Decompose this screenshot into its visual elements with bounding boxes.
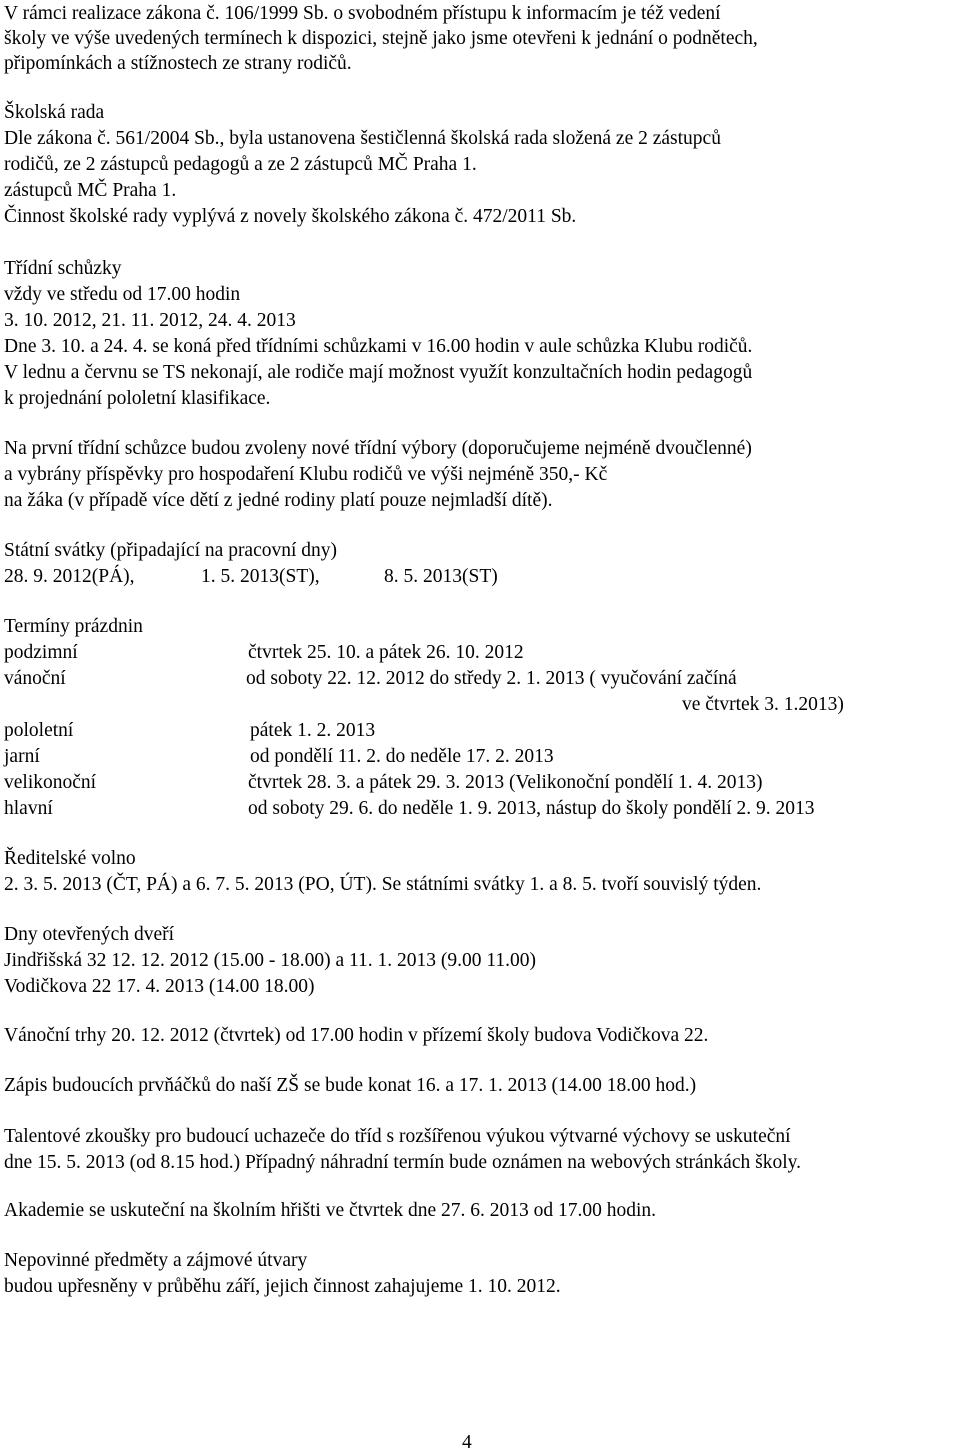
- nepovinne-predmety-line: budou upřesněny v průběhu září, jejich činnost zahajujeme 1. 10. 2012.: [4, 1276, 561, 1297]
- vybory-line-3: na žáka (v případě více dětí z jedné rodiny platí pouze nejmladší dítě).: [4, 490, 553, 511]
- page-number: 4: [462, 1432, 472, 1453]
- skolska-rada-line-3: zástupců MČ Praha 1.: [4, 180, 177, 201]
- vanocni-trhy-line: Vánoční trhy 20. 12. 2012 (čtvrtek) od 17.00 hodin v přízemí školy budova Vodičkova 22.: [4, 1025, 709, 1046]
- prazdniny-dates-pololetni: pátek 1. 2. 2013: [250, 720, 376, 741]
- skolska-rada-heading: Školská rada: [4, 102, 105, 123]
- prazdniny-dates-velikonocni: čtvrtek 28. 3. a pátek 29. 3. 2013 (Velikonoční pondělí 1. 4. 2013): [248, 772, 763, 793]
- prazdniny-dates-hlavni: od soboty 29. 6. do neděle 1. 9. 2013, nástup do školy pondělí 2. 9. 2013: [248, 798, 815, 819]
- intro-line-1: V rámci realizace zákona č. 106/1999 Sb. o svobodném přístupu k informacím je též vedení: [4, 3, 721, 24]
- svatky-heading: Státní svátky (připadající na pracovní dny): [4, 540, 338, 561]
- reditelske-volno-line: 2. 3. 5. 2013 (ČT, PÁ) a 6. 7. 5. 2013 (PO, ÚT). Se státními svátky 1. a 8. 5. tvoří souvislý týden.: [4, 874, 762, 895]
- talentove-zkousky-line-2: dne 15. 5. 2013 (od 8.15 hod.) Případný náhradní termín bude oznámen na webových stránkách školy.: [4, 1152, 801, 1173]
- reditelske-volno-heading: Ředitelské volno: [4, 848, 136, 869]
- svatky-date-1: 28. 9. 2012(PÁ),: [4, 566, 135, 587]
- dny-otevrenych-dveri-line-1: Jindřišská 32 12. 12. 2012 (15.00 - 18.00) a 11. 1. 2013 (9.00 11.00): [4, 950, 537, 971]
- tridni-schuzky-heading: Třídní schůzky: [4, 258, 122, 279]
- skolska-rada-line-2: rodičů, ze 2 zástupců pedagogů a ze 2 zástupců MČ Praha 1.: [4, 154, 477, 175]
- talentove-zkousky-line-1: Talentové zkoušky pro budoucí uchazeče do tříd s rozšířenou výukou výtvarné výchovy se uskuteční: [4, 1126, 791, 1147]
- prazdniny-dates-vanocni-cont: ve čtvrtek 3. 1.2013): [682, 694, 844, 715]
- nepovinne-predmety-heading: Nepovinné předměty a zájmové útvary: [4, 1250, 308, 1271]
- prazdniny-name-hlavni: hlavní: [4, 798, 53, 819]
- intro-line-3: připomínkách a stížnostech ze strany rodičů.: [4, 53, 352, 74]
- prazdniny-heading: Termíny prázdnin: [4, 616, 143, 637]
- tridni-schuzky-line-3: Dne 3. 10. a 24. 4. se koná před třídními schůzkami v 16.00 hodin v aule schůzka Klubu rodičů.: [4, 336, 753, 357]
- prazdniny-name-velikonocni: velikonoční: [4, 772, 97, 793]
- prazdniny-name-jarni: jarní: [4, 746, 40, 767]
- tridni-schuzky-line-4: V lednu a červnu se TS nekonají, ale rodiče mají možnost využít konzultačních hodin pedagogů: [4, 362, 753, 383]
- zapis-line: Zápis budoucích prvňáčků do naší ZŠ se bude konat 16. a 17. 1. 2013 (14.00 18.00 hod.): [4, 1075, 697, 1096]
- svatky-date-2: 1. 5. 2013(ST),: [201, 566, 320, 587]
- tridni-schuzky-line-2: 3. 10. 2012, 21. 11. 2012, 24. 4. 2013: [4, 310, 296, 331]
- dny-otevrenych-dveri-line-2: Vodičkova 22 17. 4. 2013 (14.00 18.00): [4, 976, 315, 997]
- prazdniny-dates-vanocni: od soboty 22. 12. 2012 do středy 2. 1. 2013 ( vyučování začíná: [246, 668, 737, 689]
- prazdniny-dates-podzimni: čtvrtek 25. 10. a pátek 26. 10. 2012: [248, 642, 524, 663]
- vybory-line-2: a vybrány příspěvky pro hospodaření Klubu rodičů ve výši nejméně 350,- Kč: [4, 464, 608, 485]
- prazdniny-name-pololetni: pololetní: [4, 720, 74, 741]
- dny-otevrenych-dveri-heading: Dny otevřených dveří: [4, 924, 175, 945]
- tridni-schuzky-line-5: k projednání pololetní klasifikace.: [4, 388, 271, 409]
- intro-line-2: školy ve výše uvedených termínech k dispozici, stejně jako jsme otevřeni k jednání o podnětech,: [4, 28, 758, 49]
- prazdniny-name-vanocni: vánoční: [4, 668, 66, 689]
- skolska-rada-line-4: Činnost školské rady vyplývá z novely školského zákona č. 472/2011 Sb.: [4, 206, 577, 227]
- svatky-date-3: 8. 5. 2013(ST): [384, 566, 498, 587]
- vybory-line-1: Na první třídní schůzce budou zvoleny nové třídní výbory (doporučujeme nejméně dvoučlenné): [4, 438, 752, 459]
- skolska-rada-line-1: Dle zákona č. 561/2004 Sb., byla ustanovena šestičlenná školská rada složená ze 2 zástupců: [4, 128, 721, 149]
- prazdniny-dates-jarni: od pondělí 11. 2. do neděle 17. 2. 2013: [250, 746, 554, 767]
- akademie-line: Akademie se uskuteční na školním hřišti ve čtvrtek dne 27. 6. 2013 od 17.00 hodin.: [4, 1200, 657, 1221]
- tridni-schuzky-line-1: vždy ve středu od 17.00 hodin: [4, 284, 241, 305]
- prazdniny-name-podzimni: podzimní: [4, 642, 78, 663]
